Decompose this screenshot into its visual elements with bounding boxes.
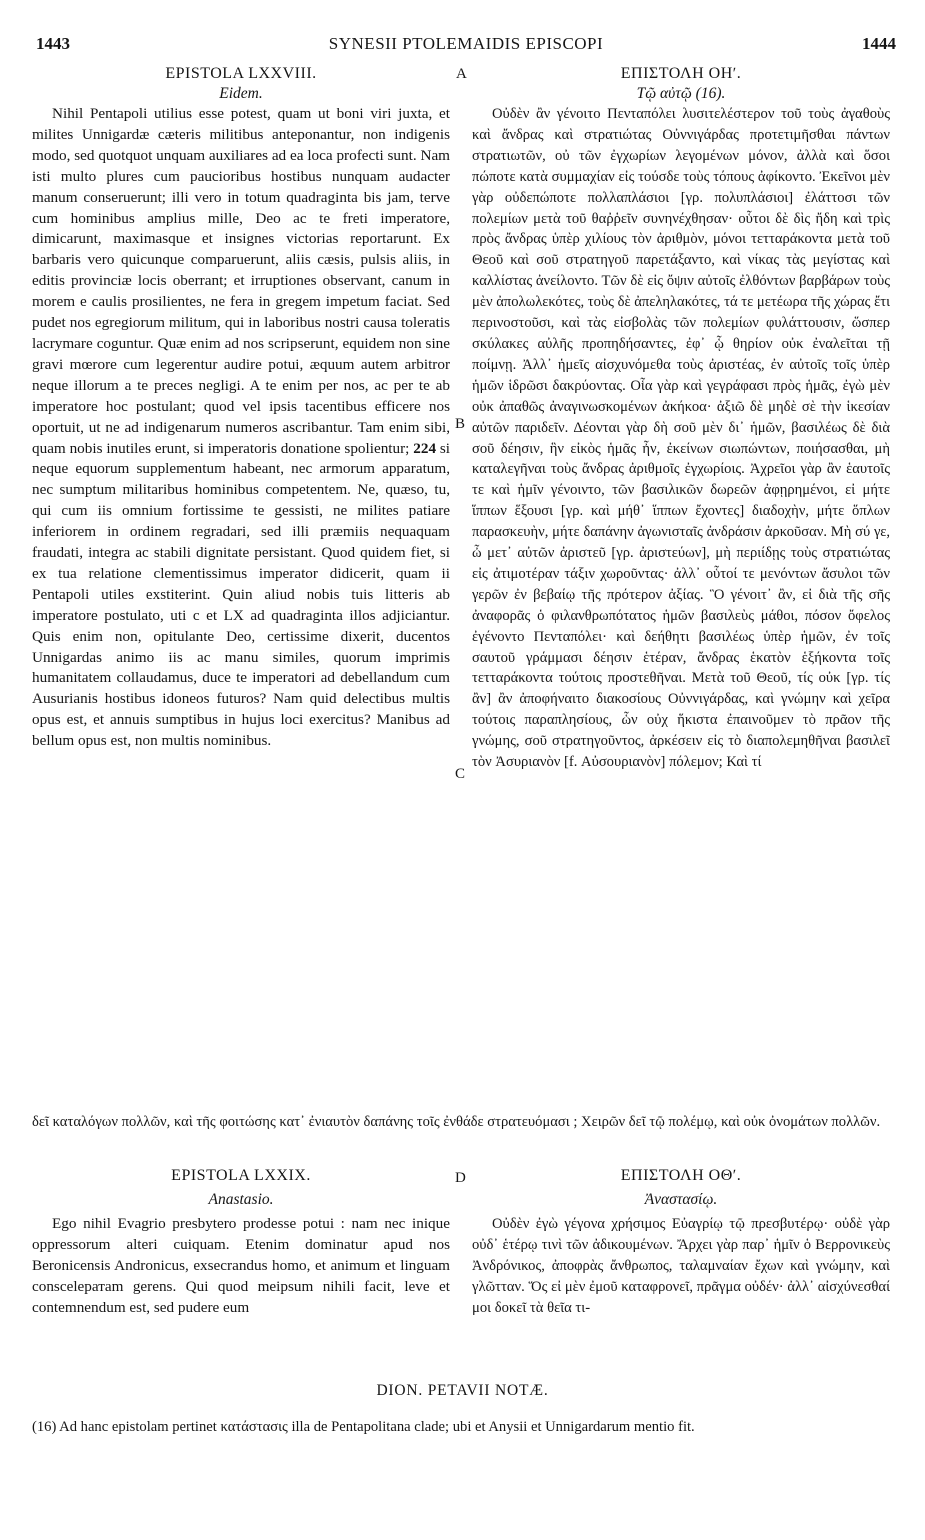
margin-marker-a: A: [456, 66, 467, 82]
greek-column-letter-78: [472, 64, 890, 1112]
running-title: SYNESII PTOLEMAIDIS EPISCOPI: [328, 34, 604, 53]
margin-marker-d: D: [455, 1170, 466, 1186]
latin-body-letter-79: Ego nihil Evagrio presbytero prodesse potui : nam nec inique oppressorum alteri cuiquam. Etenim dominatur apud nos Beronicensis Andronicus, exsecrandus homo, et animum et linguam conscelератam gerens. Qui quod meipsum nihili facit, leve et contemnendum est, sed pudere eum: [32, 1215, 450, 1316]
footnote-text: Ad hanc epistolam pertinet κατάστασις illa de Pentapolitana clade; ubi et Anysii et Unnigardarum mentio fit.: [56, 1419, 695, 1435]
latin-column-letter-78: [32, 64, 450, 1110]
latin-column-letter-79: [32, 1166, 450, 1358]
greek-body-letter-79: Οὐδὲν ἐγὼ γέγονα χρήσιμος Εὐαγρίῳ τῷ πρεσβυτέρῳ· οὐδὲ γὰρ οὐδ᾽ ἑτέρῳ τινὶ τῶν ἀδικουμένων. Ἄρχει γὰρ παρ᾽ ἡμῖν ὁ Βερρονικεὺς Ἀνδρόνικος, ἀποφρὰς ἄνθρωπος, ταλαμναίαν ἔχων καὶ γνώμην, καὶ γλῶτταν. Ὅς εἰ μὲν ἐμοῦ καταφρονεῖ, πρᾶγμα οὐδέν· ἀλλ᾽ αἰσχύνεσθαί μοι δοκεῖ τὰ θεῖα τι-: [472, 1216, 890, 1316]
page-number-right: 1444: [862, 34, 896, 53]
latin-heading-letter-79: EPISTOLA LXXIX.: [171, 1167, 311, 1184]
greek-heading-letter-78: ΕΠΙΣΤΟΛΗ ΟΗʹ.: [620, 65, 742, 82]
latin-body-part-1: Nihil Pentapoli utilius esse potest, quam ut boni viri juxta, et milites Unnigardæ cæteris militibus anteponantur, non indigenis modo, sed quotquot unquam auxiliares ad ea loca profecti sunt. Nam isti multo plures cum paucioribus hostibus nunquam audacter manum conseruerunt; illi vero in totum quadraginta bis jam, terve cum hominibus amplius mille, Deo ac te freti imperatore, dimicarunt, maximasque et insignes victorias reportarunt. Ex barbaris vero quicunque comparuerunt, aliis cæsis, pulsis aliis, in editis provinciæ locis oberrant; et irruptiones observant, canum in morem e caulis prosilientes, ne fera in gregem impetum faciat. Sed pudet nos egregiorum militum, qui in laboribus nostri causa toleratis lacrymare coguntur. Quæ enim ad nos scripserunt, equidem non sine gravi mœrore cum legerentur audire potui, æquum autem arbitror neque illorum a te preces negligi. A te enim per nos, ac per te ab imperatore hoc postulant; quod vel ipsis tacentibus efficere nos oportuit, ut ne ad indigenarum numeros ascribantur. Tam enim sibi, quam nobis inutiles erunt, si imperatoris donatione spolientur;: [32, 105, 450, 457]
margin-marker-c: C: [455, 766, 466, 782]
latin-body-part-2: si neque equorum supplementum habeant, nec armorum apparatum, nec sumptum militaribus hominibus competentem. Ne, quæso, tu, qui cum iis omnium fortissime te gessisti, ne milites patiare inferiorem in ordinem regradari, sed illi præmiis nequaquam fraudati, integra ac stabili dignitate persistant. Quod quidem fiet, si ex tua relatione clementissimus imperator didicerit, quam ii Pentapoli utiles exstiterint. Quin aliud nobis tuis litteris ab imperatore postulato, uti c et LX ad quadraginta illos adjiciantur. Quis enim non, opitulante Deo, certissime dixerit, ducentos Unnigardas animo iis ac manu similes, quorum imprimis humanitatem collaudamus, duce te imperatori ad debellandum cum Ausurianis hostibus idoneos futuros? Nam quid delectibus multis opus est, et annuis sumptibus in hujus loci exercitus? Manibus ad bellum opus est, non multis nominibus.: [32, 439, 450, 750]
greek-body-letter-78: Οὐδὲν ἂν γένοιτο Πενταπόλει λυσιτελέστερον τοῦ τοὺς ἀγαθοὺς καὶ ἄνδρας καὶ στρατιώτας Οὐννιγάρδας προτετιμῆσθαι πάντων στρατιωτῶν, οὐ τῶν ἐγχωρίων λεγομένων μόνον, ἀλλὰ καὶ ὅσοι πώποτε κατὰ συμμαχίαν εἰς τούσδε τοὺς τόπους ἀφίκοντο. Ἐκεῖνοι μὲν γὰρ οὐδεπώποτε πολλαπλάσιοι [γρ. πολυπλάσιοι] ἐλάττοσι τῶν πολεμίων μετὰ τοῦ θαῤῥεῖν συνηνέχθησαν· οὗτοι δὲ δὶς ἤδη καὶ τρὶς πρὸς ἄνδρας ὑπὲρ χιλίους τὸν ἀριθμὸν, μόνοι τετταράκοντα μετὰ τοῦ Θεοῦ καὶ σοῦ στρατηγοῦ παρετάξαντο, καὶ νίκας τὰς μεγίστας καὶ καλλίστας ἀνείλοντο. Τῶν δὲ εἰς ὄψιν αὐτοῖς ἐλθόντων βαρβάρων τοὺς μὲν ἀπολωλεκότες, τοὺς δὲ ἀπεληλακότες, τά τε μετέωρα τῆς χώρας ἔτι περινοστοῦσι, καὶ τὰς εἰσβολὰς τῶν πολεμίων φυλάττουσιν, ὥσπερ σκύλακες αὐλῆς προπηδήσαντες, ἐφ᾽ ᾧ θηρίον οὐκ ἐναλεῖται τῇ ποίμνῃ. Ἀλλ᾽ ἡμεῖς αἰσχυνόμεθα τοὺς ἀριστέας, ἐν αὐτοῖς τοῖς ὑπὲρ ἡμῶν ἱδρῶσι δακρύοντας. Οἷα γὰρ καὶ γεγράφασι πρὸς ἡμᾶς, ἐγὼ μὲν οὐκ ἀπαθῶς ἀναγινωσκομένων ἀκήκοα· ἀξιῶ δὲ μηδὲ σὲ τὴν ἱκεσίαν αὐτῶν παριδεῖν. Δέονται γὰρ δὴ σοῦ μὲν δι᾽ ἡμῶν, βασιλέως δὲ διὰ σοῦ δέησιν, ἣν εἰκὸς ἡμᾶς ἦν, ἐκείνων σιωπώντων, ποιήσασθαι, μὴ καταλεγῆναι τοὺς ἄνδρας ἀριθμοῖς ἐγχωρίοις. Ἀχρεῖοι γὰρ ἂν ἑαυτοῖς τε καὶ ἡμῖν γένοιντο, τῶν βασιλικῶν δωρεῶν ἀφῃρημένοι, εἰ μήτε ἵππων ἕξουσι [γρ. καὶ μήθ᾽ ἵππων ἔχοντες] διαδοχὴν, μήτε ὅπλων παρασκευὴν, μήτε δαπάνην ἀγωνισταῖς ἀνδράσιν ἀρκοῦσαν. Μὴ σύ γε, ὦ μετ᾽ αὐτῶν ἀριστεῦ [γρ. ἀριστεύων], μὴ περιίδῃς τοὺς στρατιώτας εἰς ἀτιμοτέραν τάξιν χωροῦντας· ἀλλ᾽ οὗτοί τε μενόντων ἄσυλοι τῶν γερῶν ἐν βεβαίῳ τῆς πρότερον ἀξίας. Ὃ γένοιτ᾽ ἂν, εἰ διὰ τῆς σῆς ἀναφορᾶς ὁ φιλανθρωπότατος ἡμῶν βασιλεὺς μάθοι, πόσον ὄφελος ἐγένοντο Πενταπόλει· καὶ δεήθητι βασιλέως ὑπὲρ ἡμῶν, ἐν τοῖς σαυτοῦ γράμμασι δέησιν ἑτέραν, ἄνδρας ἑκατὸν ἑξήκοντα τοῖς τετταράκοντα τούτοις προστεθῆναι. Μετὰ τοῦ Θεοῦ, τίς οὐκ [γρ. τίς ἂν] ἂν ἀποφήναιτο διακοσίους Οὐννιγάρδας, καὶ γνώμην καὶ χεῖρα τούτοις παραπλησίους, ὧν οὐχ ἥκιστα ἐπαινοῦμεν τὸ πρᾶον τῆς γνώμης, σοῦ στρατηγοῦντος, ἀρκέσειν εἰς τὸ διαπολεμηθῆναι βασιλεῖ τὸν Ἀσυριανὸν [f. Αὐσουριανὸν] πόλεμον; Καὶ τί: [472, 106, 890, 771]
latin-addressee-letter-78: Eidem.: [219, 85, 263, 102]
latin-addressee-letter-79: Anastasio.: [208, 1191, 274, 1208]
greek-bridge-text: δεῖ καταλόγων πολλῶν, καὶ τῆς φοιτώσης κατ᾽ ἐνιαυτὸν δαπάνης τοῖς ἐνθάδε στρατευόμασι ; Χειρῶν δεῖ τῷ πολέμῳ, καὶ οὐκ ὀνομάτων πολλῶν.: [32, 1114, 881, 1130]
greek-addressee-letter-79: Ἀναστασίῳ.: [644, 1191, 718, 1208]
greek-addressee-letter-78: Τῷ αὐτῷ (16).: [636, 85, 726, 102]
page-number-left: 1443: [36, 34, 70, 53]
greek-heading-letter-79: ΕΠΙΣΤΟΛΗ ΟΘʹ.: [620, 1167, 742, 1184]
notes-title: DION. PETAVII NOTÆ.: [376, 1382, 549, 1399]
footnote-number: (16): [32, 1419, 57, 1435]
footnote: [32, 1418, 890, 1436]
greek-column-letter-79: [472, 1166, 890, 1358]
latin-heading-letter-78: EPISTOLA LXXVIII.: [165, 65, 317, 82]
margin-marker-b: B: [455, 416, 466, 432]
page-reference-number: 224: [413, 439, 437, 457]
latin-body-letter-78: [32, 104, 450, 752]
running-head: [36, 34, 896, 56]
